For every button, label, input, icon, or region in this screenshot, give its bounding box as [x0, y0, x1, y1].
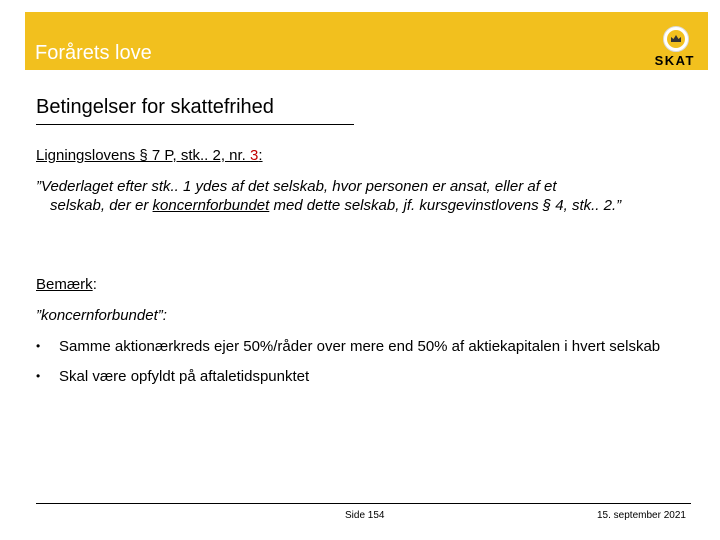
- definition-label: ”koncernforbundet”:: [36, 307, 167, 324]
- section-title: Betingelser for skattefrihed: [36, 96, 274, 118]
- list-item: [36, 337, 696, 356]
- quote-part-2b: med dette selskab, jf. kursgevinstlovens § 4, stk.. 2.”: [269, 197, 622, 214]
- law-reference-prefix: Ligningslovens § 7 P, stk.. 2, nr.: [36, 147, 251, 164]
- law-reference-number: 3: [250, 147, 259, 164]
- skat-logo: [617, 18, 695, 68]
- note-label-text: Bemærk: [36, 276, 93, 293]
- quote-part-2a: selskab, der er: [50, 197, 153, 214]
- note-label-colon: :: [92, 276, 97, 293]
- quote-line-1: ”Vederlaget efter stk.. 1 ydes af det selskab, hvor personen er ansat, eller af et: [36, 178, 557, 195]
- quote-underlined-term: koncernforbundet: [152, 197, 270, 214]
- quote-continuation: [36, 196, 696, 215]
- title-divider: [36, 124, 354, 125]
- bullet-list: [36, 337, 696, 397]
- law-reference-suffix: :: [258, 147, 263, 164]
- header-title: Forårets love: [35, 42, 152, 64]
- bullet-text: Skal være opfyldt på aftaletidspunktet: [59, 368, 310, 385]
- header-bar: [25, 12, 708, 70]
- footer-date: 15. september 2021: [597, 510, 686, 521]
- logo-text: SKAT: [654, 53, 695, 68]
- crown-icon: [663, 26, 689, 52]
- bullet-icon: •: [36, 369, 41, 383]
- page-number: Side 154: [345, 510, 385, 521]
- law-reference: [36, 147, 263, 164]
- note-label: [36, 276, 97, 293]
- bullet-text: Samme aktionærkreds ejer 50%/råder over mere end 50% af aktiekapitalen i hvert selskab: [59, 338, 661, 355]
- list-item: [36, 367, 696, 386]
- law-quote: [36, 177, 696, 215]
- footer-divider: [36, 503, 691, 504]
- bullet-icon: •: [36, 339, 41, 353]
